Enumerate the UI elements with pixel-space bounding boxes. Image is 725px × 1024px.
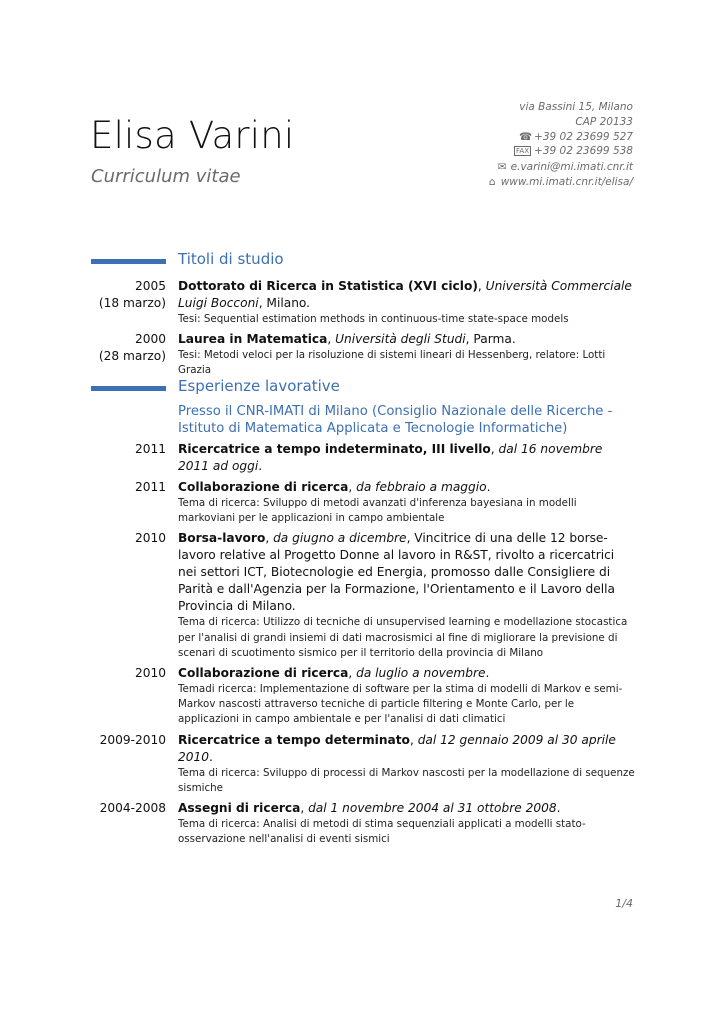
experience-section [0,377,725,847]
thesis: Tesi: Metodi veloci per la risoluzione di sistemi lineari di Hessenberg, relatore: Lotti Grazia [178,349,606,377]
place: , Milano. [258,296,311,310]
experience-title: Esperienze lavorative [178,377,340,395]
institution: Università Commerciale Luigi Bocconi [178,279,632,310]
phone-number: +39 02 23699 527 [534,130,633,143]
education-header [0,250,725,272]
entry-date [60,331,166,365]
entry-body [178,800,636,817]
job-period: da giugno a dicembre [273,531,407,546]
phone-line [486,130,633,145]
page-number: 1/4 [615,897,633,910]
entry-body [178,278,636,312]
experience-header [0,377,725,399]
section-bar [91,386,166,391]
education-title: Titoli di studio [178,250,284,268]
job-entry [0,530,725,661]
entry-body [178,530,636,615]
education-entry [0,331,725,378]
education-entry [0,278,725,327]
job-role: Ricercatrice a tempo determinato [178,732,410,747]
separator: , [348,666,357,681]
address-line-2: CAP 20133 [575,115,633,128]
job-entry [0,732,725,796]
job-role: Collaborazione di ricerca [178,666,349,681]
date-day: (18 marzo) [98,296,166,310]
entry-body [178,732,636,766]
research-topic: Tema di ricerca: Sviluppo di metodi avanzati d'inferenza bayesiana in modelli markoviani per le applicazioni in campo ambientale [178,497,577,525]
entry-body [178,665,636,682]
separator: , [490,442,499,456]
institution: Università degli Studi [335,332,466,347]
fax-line [486,144,633,160]
job-entry [0,800,725,847]
section-bar [91,259,166,264]
email-link[interactable]: e.varini@mi.imati.cnr.it [510,161,633,174]
job-entry [0,479,725,526]
degree-title: Laurea in Matematica [178,332,328,347]
entry-date [60,278,166,312]
job-role: Assegni di ricerca [178,801,301,816]
research-topic: Temadi ricerca: Implementazione di software per la stima di modelli di Markov e semi-Markov nascosti attraverso tecniche di particle filtering e Monte Carlo, per le applicazioni in campo ambientale e per l'analisi di dati climatici [178,683,623,726]
job-details: . [258,459,263,473]
job-details: . [486,480,491,494]
entry-date: 2004-2008 [99,801,166,816]
fax-number: +39 02 23699 538 [534,145,633,158]
job-role: Borsa-lavoro [178,531,266,546]
separator: , [300,801,309,816]
entry-body [178,331,636,348]
date-year: 2005 [134,279,166,293]
thesis: Tesi: Sequential estimation methods in continuous-time state-space models [178,313,569,325]
document-subtitle: Curriculum vitae [91,166,241,187]
job-entry [0,441,725,475]
entry-date: 2011 [134,442,166,456]
phone-icon: ☎ [519,130,533,143]
website-link[interactable]: www.mi.imati.cnr.it/elisa/ [500,175,633,188]
research-topic: Tema di ricerca: Analisi di metodi di stima sequenziali applicati a modelli stato-osservazione nell'analisi di eventi sismici [178,818,586,846]
employer: Presso il CNR-IMATI di Milano (Consiglio Nazionale delle Ricerche - Istituto di Matematica Applicata e Tecnologie Informatiche) [178,404,613,436]
job-details: , Vincitrice di una delle 12 borse-lavoro relative al Progetto Donne al lavoro in R&ST, rivolto a ricercatrici nei settori ICT, Biotecnologie ed Energia, promosso dalle Consigliere di Parità e dall'Agenzia per la Formazione, l'Orientamento e il Lavoro della Provincia di Milano. [178,531,616,614]
job-period: dal 12 gennaio 2009 al 30 aprile 2010 [178,732,616,764]
entry-date: 2009-2010 [99,732,166,747]
entry-body [178,479,636,496]
email-line [486,160,633,175]
research-topic: Tema di ricerca: Sviluppo di processi di Markov nascosti per la modellazione di sequenze sismiche [178,766,635,794]
entry-date: 2010 [134,666,166,681]
email-icon: ✉ [497,161,507,174]
separator: , [327,332,336,347]
separator: , [409,732,418,747]
job-details: . [209,749,213,764]
job-details: . [556,801,561,816]
contact-block [486,100,633,190]
entry-date: 2010 [134,531,166,546]
job-details: . [485,666,490,681]
date-year: 2000 [134,332,166,347]
job-role: Ricercatrice a tempo indeterminato, III livello [178,442,491,456]
date-day: (28 marzo) [98,349,166,364]
place: , Parma. [465,332,516,347]
person-name: Elisa Varini [90,114,295,157]
job-period: dal 1 novembre 2004 al 31 ottobre 2008 [308,801,557,816]
website-line [486,175,633,190]
job-period: dal 16 novembre 2011 ad oggi [178,442,603,473]
separator: , [477,279,486,293]
education-section [0,250,725,379]
home-icon: ⌂ [488,175,496,188]
research-topic: Tema di ricerca: Utilizzo di tecniche di unsupervised learning e modellazione stocastica per l'analisi di grandi insiemi di dati macrosismici al fine di migliorare la previsione di scenari di scuotimento sismico per il territorio della provincia di Milano [178,616,628,659]
entry-body [178,441,636,475]
degree-title: Dottorato di Ricerca in Statistica (XVI ciclo) [178,279,478,293]
fax-icon: FAX [516,147,530,156]
job-period: da febbraio a maggio [356,480,487,494]
job-period: da luglio a novembre [356,666,486,681]
job-role: Collaborazione di ricerca [178,480,349,494]
address-line-1: via Bassini 15, Milano [519,101,633,113]
separator: , [265,531,274,546]
entry-date: 2011 [134,480,166,494]
job-entry [0,665,725,728]
separator: , [348,480,357,494]
